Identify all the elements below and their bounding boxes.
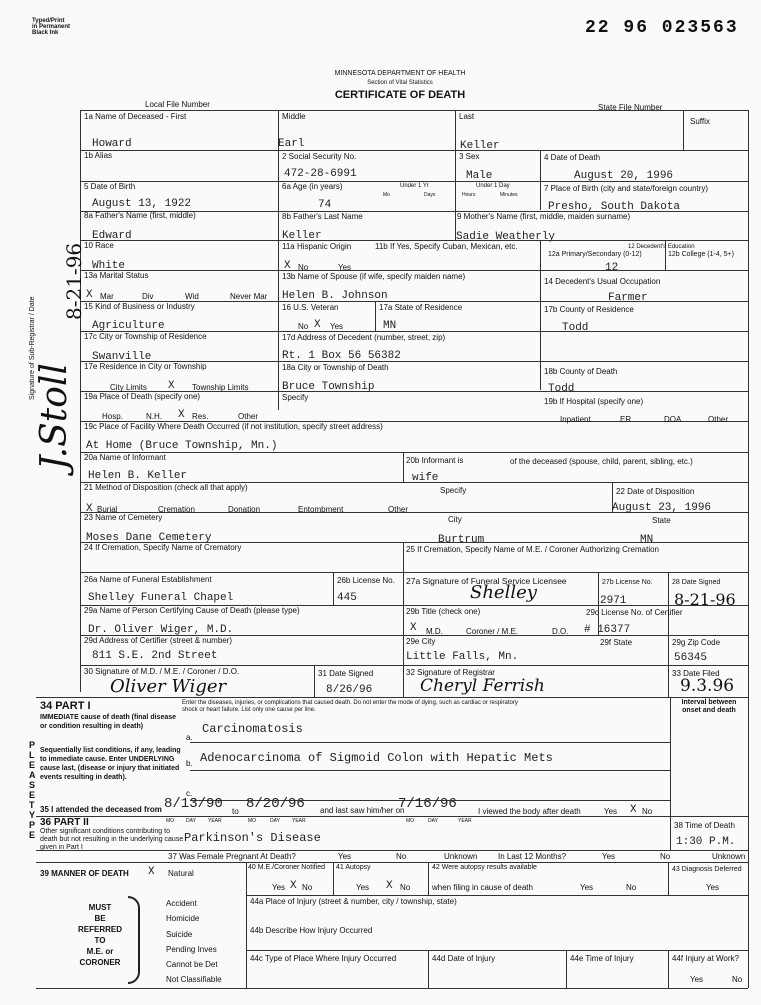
pregnant-label: 37 Was Female Pregnant At Death? xyxy=(168,852,296,861)
address-value: Rt. 1 Box 56 56382 xyxy=(282,350,401,362)
stamp-line: Typed/Print xyxy=(32,18,65,24)
pending-label: Pending Inves xyxy=(166,945,217,954)
education-value: 12 xyxy=(605,262,619,274)
injury-place-label: 44a Place of Injury (street & number, city / township, state) xyxy=(250,897,457,906)
suffix-label: Suffix xyxy=(690,117,710,126)
hispanic-specify-label: 11b If Yes, Specify Cuban, Mexican, etc. xyxy=(375,242,518,251)
me-no-label: No xyxy=(302,883,313,892)
city-residence-value: Swanville xyxy=(92,351,152,363)
middle-name-label: Middle xyxy=(282,112,306,121)
injury-type-label: 44c Type of Place Where Injury Occurred xyxy=(250,954,397,963)
race-value: White xyxy=(92,260,126,272)
business-label: 15 Kind of Business or Industry xyxy=(84,302,195,311)
rule xyxy=(333,572,334,605)
date-signed-label: 28 Date Signed xyxy=(672,579,721,586)
accident-label: Accident xyxy=(166,899,197,908)
veteran-label: 16 U.S. Veteran xyxy=(282,303,339,312)
certifier-address-label: 29d Address of Certifier (street & number) xyxy=(84,636,233,645)
autopsy-when-label: when filing in cause of death xyxy=(432,883,533,892)
other-disposition-label: Other xyxy=(388,505,409,514)
date-signed-value: 8-21-96 xyxy=(674,590,736,609)
state-residence-label: 17a State of Residence xyxy=(379,303,463,312)
deferred-yes-label: Yes xyxy=(706,883,720,892)
place-of-death-label: 19a Place of Death (specify one) xyxy=(84,392,201,401)
part-two-description: Other significant conditions contributing to death but not resulting in the underlying cause given in Part I xyxy=(40,828,184,851)
education-primary-label: 12a Primary/Secondary (0-12) xyxy=(548,251,642,258)
rule xyxy=(428,862,429,895)
funeral-license-label: 26b License No. xyxy=(337,576,395,585)
death-county-label: 18b County of Death xyxy=(544,367,618,376)
md-check: X xyxy=(410,622,417,634)
rule xyxy=(80,150,748,151)
rule xyxy=(80,452,748,453)
rule xyxy=(668,862,669,895)
autopsy-no-label: No xyxy=(400,883,411,892)
informant-is-label: 20b Informant is xyxy=(406,456,464,465)
not-classifiable-label: Not Classifiable xyxy=(166,975,222,984)
part-one-instructions xyxy=(182,700,518,714)
funeral-establishment-label: 26a Name of Funeral Establishment xyxy=(84,575,212,584)
time-of-death-label: 38 Time of Death xyxy=(674,821,735,830)
part-one-instructions-line: shock or heart failure. List only one cause per line. xyxy=(182,707,316,713)
certifier-zip-value: 56345 xyxy=(674,652,708,664)
suicide-label: Suicide xyxy=(166,930,193,939)
sub-registrar-label: Signature of Sub-Registrar / Date xyxy=(29,296,36,400)
injury-how-label: 44b Describe How Injury Occurred xyxy=(250,926,373,935)
veteran-yes-label: Yes xyxy=(330,322,344,331)
rule xyxy=(670,697,671,816)
date-filed-value: 9.3.96 xyxy=(680,676,735,696)
city-limits-label: City Limits xyxy=(110,383,147,392)
autopsy-avail-yes-label: Yes xyxy=(580,883,594,892)
cause-line-c-marker: c. xyxy=(186,789,193,798)
death-city-value: Bruce Township xyxy=(282,381,375,393)
disposition-label: 21 Method of Disposition (check all that apply) xyxy=(84,483,248,492)
referral-word: MUST xyxy=(88,903,112,912)
rule xyxy=(80,240,748,241)
veteran-check: X xyxy=(314,319,321,331)
rule xyxy=(278,110,279,410)
rule xyxy=(375,301,376,331)
referral-word: REFERRED xyxy=(77,925,122,934)
disposition-date-label: 22 Date of Disposition xyxy=(616,487,695,496)
sub-registrar-date: 8-21-96 xyxy=(62,242,86,320)
middle-name-value: Earl xyxy=(278,138,305,150)
certifier-address-value: 811 S.E. 2nd Street xyxy=(92,650,218,662)
informant-value: Helen B. Keller xyxy=(88,470,188,482)
referral-word: CORONER xyxy=(79,958,121,967)
occupation-label: 14 Decedent's Usual Occupation xyxy=(544,277,661,286)
rule xyxy=(455,110,456,240)
me-yes-label: Yes xyxy=(272,883,286,892)
licensee-license-label: 27b License No. xyxy=(602,579,653,586)
natural-check: X xyxy=(148,866,155,878)
attended-to-value: 8/20/96 xyxy=(246,796,305,812)
referral-bracket xyxy=(128,896,140,984)
county-residence-value: Todd xyxy=(562,322,589,334)
education-college-label: 12b College (1-4, 5+) xyxy=(668,251,734,258)
cemetery-city-label: City xyxy=(448,515,462,524)
other-hospital-label: Other xyxy=(708,415,729,424)
township-limits-check: X xyxy=(168,380,175,392)
informant-relation-value: wife xyxy=(412,472,439,484)
specify-label: Specify xyxy=(282,393,309,402)
pregnant-unknown-label: Unknown xyxy=(444,852,478,861)
doa-label: DOA xyxy=(664,415,682,424)
certifier-date-value: 8/26/96 xyxy=(326,684,373,696)
rule xyxy=(314,665,315,697)
cause-b-value: Adenocarcinoma of Sigmoid Colon with Hepatic Mets xyxy=(200,751,553,765)
form-border-right xyxy=(748,110,749,988)
months-label: Mo xyxy=(383,192,390,198)
certifier-state-label: 29f State xyxy=(600,638,633,647)
injury-date-label: 44d Date of Injury xyxy=(432,954,496,963)
rule xyxy=(428,950,429,988)
city-residence-label: 17c City or Township of Residence xyxy=(84,332,207,341)
donation-label: Donation xyxy=(228,505,261,514)
rule xyxy=(80,110,748,111)
last-name-value: Keller xyxy=(460,140,500,152)
homicide-label: Homicide xyxy=(166,914,200,923)
rule xyxy=(540,150,541,210)
part-two-label: 36 PART II xyxy=(40,817,89,828)
dob-label: 5 Date of Birth xyxy=(84,182,136,191)
last-name-label: Last xyxy=(459,112,475,121)
certificate-number: 22 96 023563 xyxy=(585,18,739,38)
certifier-title-label: 29b Title (check one) xyxy=(406,607,481,616)
certifier-label: 29a Name of Person Certifying Cause of Death (please type) xyxy=(84,606,300,615)
hispanic-label: 11a Hispanic Origin xyxy=(282,242,352,251)
rule xyxy=(190,770,670,771)
page-title: CERTIFICATE OF DEATH xyxy=(334,89,466,101)
certifier-signature: Oliver Wiger xyxy=(110,676,227,697)
last-12-months-label: In Last 12 Months? xyxy=(498,852,567,861)
me-authorizing-label: 25 If Cremation, Specify Name of M.E. / Coroner Authorizing Cremation xyxy=(406,545,659,554)
viewed-no-label: No xyxy=(642,807,653,816)
registrar-signature: Cheryl Ferrish xyxy=(420,676,545,696)
township-limits-label: Township Limits xyxy=(192,383,249,392)
cemetery-value: Moses Dane Cemetery xyxy=(86,532,212,544)
attended-to-label: to xyxy=(232,807,239,816)
burial-label: Burial xyxy=(97,505,118,514)
viewed-yes-label: Yes xyxy=(604,807,618,816)
section-name: Section of Vital Statistics xyxy=(367,80,433,86)
pregnant-yes-label: Yes xyxy=(338,852,352,861)
part-one-instructions-line: Enter the diseases, injuries, or complications that caused death. Do not enter the mode of dying, such as cardiac or respiratory xyxy=(182,700,518,706)
minutes-label: Minutes xyxy=(500,192,518,198)
rule xyxy=(333,862,334,895)
injury-time-label: 44e Time of Injury xyxy=(570,954,634,963)
first-name-label: 1a Name of Deceased - First xyxy=(84,112,187,121)
autopsy-available-label: 42 Were autopsy results available xyxy=(432,864,537,871)
hospital-label: 19b If Hospital (specify one) xyxy=(544,397,644,406)
cause-a-value: Carcinomatosis xyxy=(202,722,303,736)
please-type-label: PLEASE TYPE xyxy=(29,740,36,840)
facility-label: 19c Place of Facility Where Death Occurred (if not institution, specify street address) xyxy=(84,422,383,431)
date-filed-label: 33 Date Filed xyxy=(672,669,720,678)
autopsy-yes-label: Yes xyxy=(356,883,370,892)
under-1-year-label: Under 1 Yr xyxy=(400,183,429,189)
to-month-caption: MO xyxy=(248,818,257,824)
from-month-caption: MO xyxy=(166,818,175,824)
viewed-check: X xyxy=(630,804,637,816)
cause-line-a-marker: a. xyxy=(186,733,193,742)
time-of-death-value: 1:30 P.M. xyxy=(676,836,736,848)
marital-check: X xyxy=(86,289,93,301)
stamp-line: in Permanent xyxy=(32,24,71,30)
state-file-label: State File Number xyxy=(598,103,663,112)
marital-label: 13a Marital Status xyxy=(84,271,149,280)
residence-option-label: Res. xyxy=(192,412,209,421)
coroner-me-label: Coroner / M.E. xyxy=(466,627,519,636)
stamp-line: Black Ink xyxy=(32,30,59,36)
rule xyxy=(80,270,748,271)
referral-word: M.E. or xyxy=(86,947,114,956)
rule xyxy=(80,665,748,666)
referral-word: BE xyxy=(94,914,106,923)
rule xyxy=(36,862,748,863)
certifier-value: Dr. Oliver Wiger, M.D. xyxy=(88,624,234,636)
local-file-label: Local File Number xyxy=(145,100,210,109)
sequential-label: Sequentially list conditions, if any, leading to immediate cause. Enter UNDERLYING cause last, (disease or injury that initiated events resulting in death). xyxy=(40,747,181,781)
to-day-caption: DAY xyxy=(270,818,280,824)
referral-word: TO xyxy=(94,936,106,945)
informant-label: 20a Name of Informant xyxy=(84,453,166,462)
last-seen-value: 7/16/96 xyxy=(398,796,457,812)
never-married-label: Never Mar xyxy=(230,292,268,301)
under-1-day-label: Under 1 Day xyxy=(476,183,510,189)
spouse-label: 13b Name of Spouse (if wife, specify maiden name) xyxy=(282,272,466,281)
autopsy-check: X xyxy=(386,880,393,892)
rule xyxy=(670,816,671,850)
certifier-license-value: # 16377 xyxy=(584,624,631,636)
rule xyxy=(36,816,748,817)
disposition-specify-label: Specify xyxy=(440,486,467,495)
father-last-label: 8b Father's Last Name xyxy=(282,212,363,221)
hours-label: Hours xyxy=(462,192,476,198)
rule xyxy=(668,950,669,988)
must-be-referred-block xyxy=(70,902,130,968)
father-first-value: Edward xyxy=(92,230,132,242)
immediate-cause-label: IMMEDIATE cause of death (final disease or condition resulting in death) xyxy=(40,714,177,730)
viewed-body-label: I viewed the body after death xyxy=(478,807,581,816)
last-seen-label: and last saw him/her on xyxy=(320,806,405,815)
father-last-value: Keller xyxy=(282,230,322,242)
other-place-label: Other xyxy=(238,412,259,421)
cemetery-label: 23 Name of Cemetery xyxy=(84,513,163,522)
autopsy-label: 41 Autopsy xyxy=(336,864,371,871)
rule xyxy=(683,110,684,150)
rule xyxy=(540,240,541,390)
me-notified-label: 40 M.E./Coroner Notified xyxy=(248,864,326,871)
entombment-label: Entombment xyxy=(298,505,344,514)
sex-value: Male xyxy=(466,170,493,182)
mother-name-label: 9 Mother's Name (first, middle, maiden surname) xyxy=(457,212,631,221)
rule xyxy=(246,895,748,896)
certifier-license-label: 29c License No. of Certifier xyxy=(586,608,683,617)
hispanic-yes-label: Yes xyxy=(338,263,352,272)
rule xyxy=(246,862,247,988)
rule xyxy=(668,572,669,697)
cause-line-b-marker: b. xyxy=(186,759,193,768)
burial-check: X xyxy=(86,503,93,515)
divorced-label: Div xyxy=(142,292,154,301)
spouse-value: Helen B. Johnson xyxy=(282,290,388,302)
cannot-determine-label: Cannot be Det xyxy=(166,960,218,969)
part-one-label: 34 PART I xyxy=(40,700,91,712)
age-label: 6a Age (in years) xyxy=(282,182,343,191)
hispanic-no-check: X xyxy=(284,260,291,272)
rule xyxy=(566,950,567,988)
licensee-signature-label: 27a Signature of Funeral Service Licensee xyxy=(406,576,567,586)
seen-month-caption: MO xyxy=(406,818,415,824)
cemetery-state-value: MN xyxy=(640,534,654,546)
state-residence-value: MN xyxy=(383,320,397,332)
informant-relation-label: of the deceased (spouse, child, parent, sibling, etc.) xyxy=(510,457,693,466)
certifier-city-value: Little Falls, Mn. xyxy=(406,651,519,663)
injury-at-work-label: 44f Injury at Work? xyxy=(672,954,739,963)
ssn-label: 2 Social Security No. xyxy=(282,152,357,161)
date-of-death-label: 4 Date of Death xyxy=(544,153,601,162)
mother-name-value: Sadie Weatherly xyxy=(456,231,556,243)
rule xyxy=(190,742,670,743)
natural-label: Natural xyxy=(168,869,194,878)
rule xyxy=(80,572,748,573)
agency-name: MINNESOTA DEPARTMENT OF HEALTH xyxy=(334,70,466,77)
ink-stamp xyxy=(32,18,70,36)
certifier-date-label: 31 Date Signed xyxy=(318,669,374,678)
pregnant-no-label: No xyxy=(396,852,407,861)
to-year-caption: YEAR xyxy=(292,818,306,824)
ssn-value: 472-28-6991 xyxy=(284,168,357,180)
rule xyxy=(403,572,404,697)
last12-yes-label: Yes xyxy=(602,852,616,861)
married-label: Mar xyxy=(100,292,114,301)
rule xyxy=(36,697,748,698)
seen-year-caption: YEAR xyxy=(458,818,472,824)
last12-no-label: No xyxy=(660,852,671,861)
work-yes-label: Yes xyxy=(690,975,704,984)
death-city-label: 18a City or Township of Death xyxy=(282,363,389,372)
diagnosis-deferred-label: 43 Diagnosis Deferred xyxy=(672,866,742,873)
pob-label: 7 Place of Birth (city and state/foreign country) xyxy=(544,184,709,193)
certifier-zip-label: 29g Zip Code xyxy=(672,638,721,647)
facility-value: At Home (Bruce Township, Mn.) xyxy=(86,440,278,452)
first-name-value: Howard xyxy=(92,138,132,150)
from-year-caption: YEAR xyxy=(208,818,222,824)
occupation-value: Farmer xyxy=(608,292,648,304)
date-of-death-value: August 20, 1996 xyxy=(574,170,674,182)
funeral-license-value: 445 xyxy=(337,592,357,604)
certifier-signature-label: 30 Signature of M.D. / M.E. / Coroner / D.O. xyxy=(84,667,240,676)
interval-label: Interval between onset and death xyxy=(681,699,737,714)
cemetery-state-label: State xyxy=(652,516,671,525)
rule xyxy=(403,452,404,482)
days-label: Days xyxy=(424,192,436,198)
sub-registrar-signature: J.Stoll xyxy=(34,363,75,470)
address-label: 17d Address of Decedent (number, street, zip) xyxy=(282,333,446,342)
disposition-date-value: August 23, 1996 xyxy=(612,502,712,514)
alias-label: 1b Alias xyxy=(84,151,113,160)
county-residence-label: 17b County of Residence xyxy=(544,305,634,314)
residence-check: X xyxy=(178,409,185,421)
from-day-caption: DAY xyxy=(186,818,196,824)
attended-from-value: 8/13/90 xyxy=(164,796,223,812)
funeral-establishment-value: Shelley Funeral Chapel xyxy=(88,592,234,604)
do-label: D.O. xyxy=(552,627,569,636)
cemetery-city-value: Burtrum xyxy=(438,534,485,546)
inpatient-label: Inpatient xyxy=(560,415,591,424)
rule xyxy=(36,988,748,989)
hospital-option-label: Hosp. xyxy=(102,412,123,421)
rule xyxy=(246,950,748,951)
part-two-value: Parkinson's Disease xyxy=(184,831,321,845)
last12-unknown-label: Unknown xyxy=(712,852,746,861)
widowed-label: Wid xyxy=(185,292,199,301)
registrar-signature-label: 32 Signature of Registrar xyxy=(406,668,495,677)
certifier-city-label: 29e City xyxy=(406,637,436,646)
licensee-signature: Shelley xyxy=(470,582,537,603)
licensee-license-value: 2971 xyxy=(600,595,627,607)
manner-of-death-label: 39 MANNER OF DEATH xyxy=(40,869,129,878)
seen-day-caption: DAY xyxy=(428,818,438,824)
race-label: 10 Race xyxy=(84,241,114,250)
md-label: M.D. xyxy=(426,627,443,636)
hispanic-no-label: No xyxy=(298,263,309,272)
nursing-home-label: N.H. xyxy=(146,412,162,421)
sex-label: 3 Sex xyxy=(459,152,480,161)
business-value: Agriculture xyxy=(92,320,165,332)
crematory-label: 24 If Cremation, Specify Name of Crematory xyxy=(84,543,242,552)
rule xyxy=(403,542,404,572)
work-no-label: No xyxy=(732,975,743,984)
autopsy-avail-no-label: No xyxy=(626,883,637,892)
father-name-label: 8a Father's Name (first, middle) xyxy=(84,211,196,220)
education-label: 12 Decedent's Education xyxy=(628,244,695,250)
death-county-value: Todd xyxy=(548,383,575,395)
residence-in-label: 17e Residence in City or Township xyxy=(84,362,207,371)
er-label: ER xyxy=(620,415,632,424)
pob-value: Presho, South Dakota xyxy=(548,201,681,213)
attended-label: 35 I attended the deceased from xyxy=(40,805,162,814)
me-notified-check: X xyxy=(290,880,297,892)
dob-value: August 13, 1922 xyxy=(92,198,192,210)
veteran-no-label: No xyxy=(298,322,309,331)
age-value: 74 xyxy=(318,199,332,211)
cremation-label: Cremation xyxy=(158,505,195,514)
